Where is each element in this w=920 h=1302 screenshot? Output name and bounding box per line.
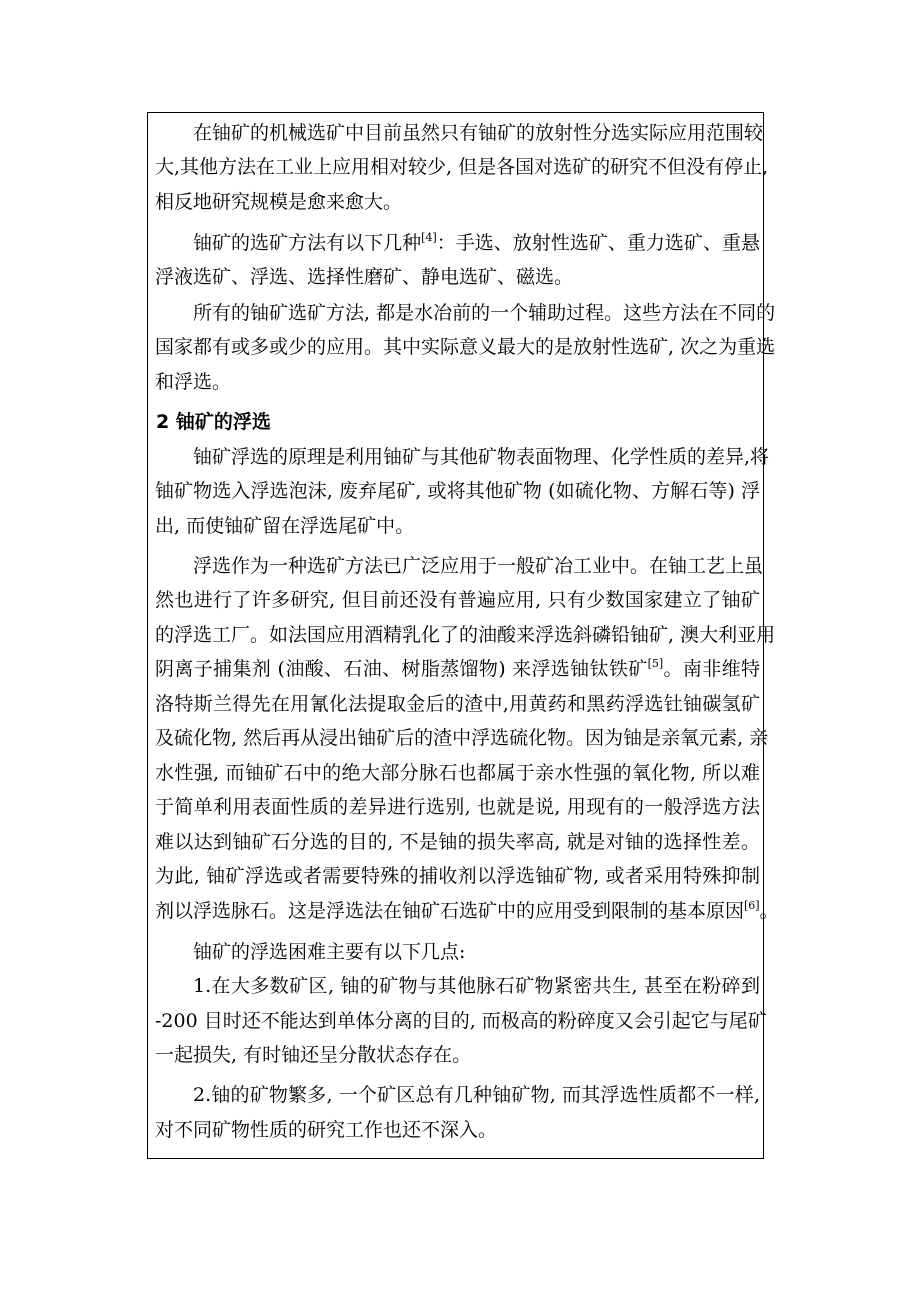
text-span: ：手选、放射性选矿、重力选矿、重悬 xyxy=(436,232,760,254)
text-line: 大,其他方法在工业上应用相对较少, 但是各国对选矿的研究不但没有停止, xyxy=(155,156,769,178)
text-line: 浮液选矿、浮选、选择性磨矿、静电选矿、磁选。 xyxy=(155,266,574,288)
text-line: 及硫化物, 然后再从浸出铀矿后的渣中浮选硫化物。因为铀是亲氧元素, 亲 xyxy=(155,727,769,749)
text-line: 1.在大多数矿区, 铀的矿物与其他脉石矿物紧密共生, 甚至在粉碎到 xyxy=(193,975,760,997)
text-line: 于简单利用表面性质的差异进行选别, 也就是说, 用现有的一般浮选方法 xyxy=(155,796,760,818)
text-span: 铀矿的选矿方法有以下几种 xyxy=(193,232,422,254)
text-line: 然也进行了许多研究, 但目前还没有普遍应用, 只有少数国家建立了铀矿 xyxy=(155,589,760,611)
text-span: 。南非维特 xyxy=(663,658,760,680)
text-line: 铀矿物选入浮选泡沫, 废弃尾矿, 或将其他矿物 (如硫化物、方解石等) 浮 xyxy=(155,480,760,502)
text-line xyxy=(155,652,760,686)
text-line: 对不同矿物性质的研究工作也还不深入。 xyxy=(155,1119,498,1141)
citation-ref: [4] xyxy=(421,231,437,244)
text-line: 国家都有或多或少的应用。其中实际意义最大的是放射性选矿, 次之为重选 xyxy=(155,336,776,358)
text-line: 的浮选工厂。如法国应用酒精乳化了的油酸来浮选斜磷铅铀矿, 澳大利亚用 xyxy=(155,624,776,646)
text-span: 剂以浮选脉石。这是浮选法在铀矿石选矿中的应用受到限制的基本原因 xyxy=(155,900,745,922)
text-line xyxy=(193,226,760,260)
text-line: 洛特斯兰得先在用氰化法提取金后的渣中,用黄药和黑药浮选钍铀碳氢矿 xyxy=(155,693,760,715)
text-line: 浮选作为一种选矿方法已广泛应用于一般矿冶工业中。在铀工艺上虽 xyxy=(193,555,764,577)
text-span: 。 xyxy=(759,900,779,922)
text-line xyxy=(155,894,779,928)
text-span: 阴离子捕集剂 (油酸、石油、树脂蒸馏物) 来浮选铀钛铁矿 xyxy=(155,658,648,680)
text-line: 相反地研究规模是愈来愈大。 xyxy=(155,191,403,213)
text-line: 出, 而使铀矿留在浮选尾矿中。 xyxy=(155,515,415,537)
text-line: 一起损失, 有时铀还呈分散状态存在。 xyxy=(155,1044,472,1066)
citation-ref: [5] xyxy=(647,657,664,670)
text-line: 水性强, 而铀矿石中的绝大部分脉石也都属于亲水性强的氧化物, 所以难 xyxy=(155,762,760,784)
text-line: 所有的铀矿选矿方法, 都是水冶前的一个辅助过程。这些方法在不同的 xyxy=(193,302,776,324)
text-line: 2.铀的矿物繁多, 一个矿区总有几种铀矿物, 而其浮选性质都不一样, xyxy=(193,1084,760,1106)
text-line: 铀矿浮选的原理是利用铀矿与其他矿物表面物理、化学性质的差异,将 xyxy=(193,446,770,468)
section-heading: 2 铀矿的浮选 xyxy=(156,411,271,433)
text-line: 难以达到铀矿石分选的目的, 不是铀的损失率高, 就是对铀的选择性差。 xyxy=(155,831,760,853)
text-line: -200 目时还不能达到单体分离的目的, 而极高的粉碎度又会引起它与尾矿 xyxy=(155,1010,767,1032)
text-line: 为此, 铀矿浮选或者需要特殊的捕收剂以浮选铀矿物, 或者采用特殊抑制 xyxy=(155,865,760,887)
text-line: 和浮选。 xyxy=(155,371,232,393)
citation-ref: [6] xyxy=(744,899,760,912)
text-line: 在铀矿的机械选矿中目前虽然只有铀矿的放射性分选实际应用范围较 xyxy=(193,122,764,144)
text-line: 铀矿的浮选困难主要有以下几点: xyxy=(193,941,466,963)
